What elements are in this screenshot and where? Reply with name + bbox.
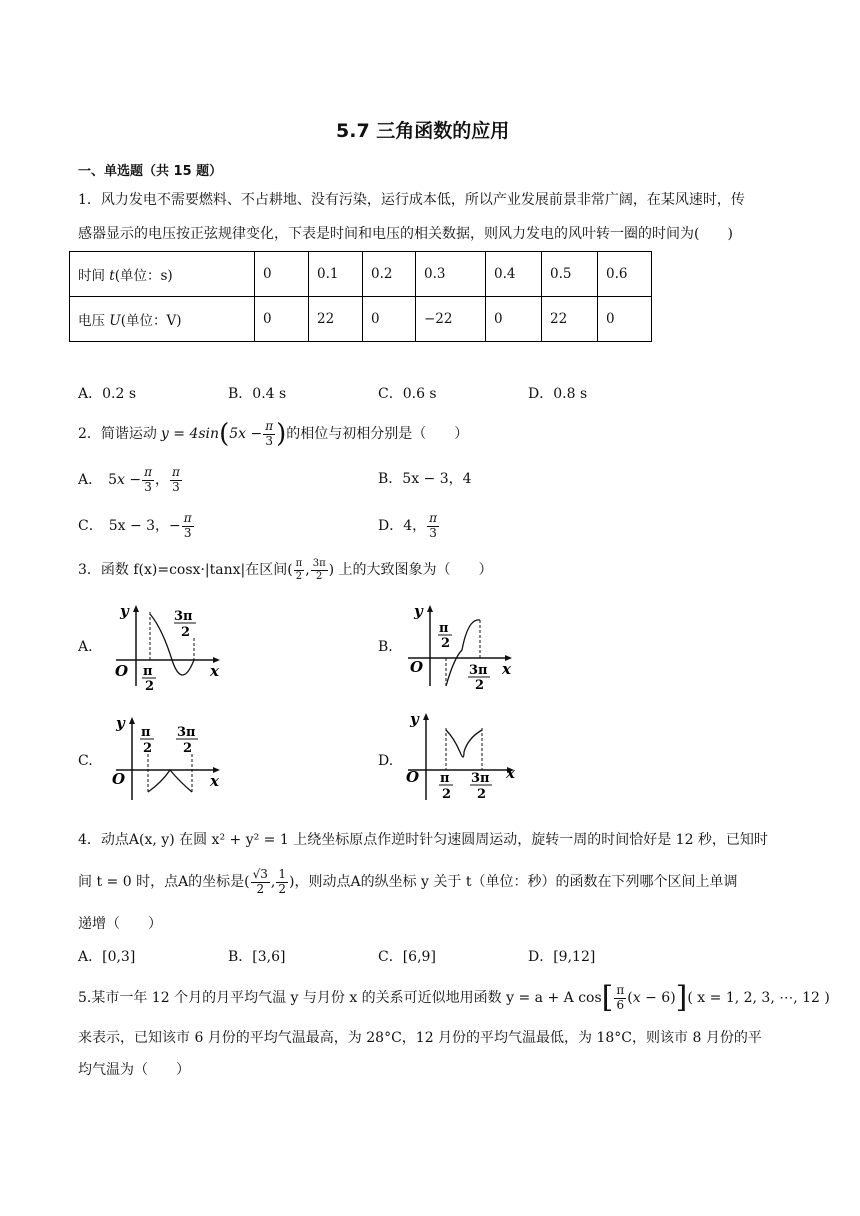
three-pi-half-denominator: 2 xyxy=(183,741,193,756)
q2-formula: y = 4sin xyxy=(160,426,220,442)
q3-graph-c[interactable] xyxy=(110,712,230,804)
origin-label: O xyxy=(406,768,420,786)
three-pi-half-numerator: 3π xyxy=(177,725,196,740)
origin-label: O xyxy=(115,662,129,680)
q3-option-b[interactable]: B. xyxy=(378,639,393,655)
q4-option-b[interactable]: B．[3,6] xyxy=(228,949,286,965)
q1-option-c[interactable]: C．0.6 s xyxy=(378,386,437,402)
table-cell: 22 xyxy=(542,297,598,342)
q4-stem-line2: 间 t = 0 时，点A的坐标是( $\frac{√3}{2}$ , $\frac{1}{2}$ )，则动点A的纵坐标 y 关于 t（单位：秒）的函数在下列哪个区间上单调 xyxy=(78,866,738,896)
table-cell: 0 xyxy=(255,252,309,297)
q2-option-d[interactable]: D．4， $\frac{\pi}{3}$ xyxy=(378,510,438,540)
y-axis-label: y xyxy=(410,710,419,728)
q4-stem-line3: 递增（ ） xyxy=(78,916,162,932)
table-cell: 22 xyxy=(309,297,363,342)
q1-data-table xyxy=(69,251,652,342)
q1-stem-line2: 感器显示的电压按正弦规律变化，下表是时间和电压的相关数据，则风力发电的风叶转一圈的时间为( ) xyxy=(78,226,733,242)
pi-half-denominator: 2 xyxy=(143,741,153,756)
table-cell: 0 xyxy=(255,297,309,342)
x-axis-label: x xyxy=(506,764,515,782)
table-cell: 0 xyxy=(486,297,542,342)
table-cell: 0.4 xyxy=(486,252,542,297)
x-axis-label: x xyxy=(502,660,511,678)
y-axis-label: y xyxy=(120,602,129,620)
pi-half-denominator: 2 xyxy=(442,787,452,802)
table-cell: 0.2 xyxy=(363,252,416,297)
page-title: 5.7 三角函数的应用 xyxy=(336,120,510,142)
q2-option-c[interactable]: C． 5x − 3，− $\frac{\pi}{3}$ xyxy=(78,510,192,540)
q1-option-a[interactable]: A．0.2 s xyxy=(78,386,137,402)
table-cell: 0 xyxy=(598,297,652,342)
q2-option-a[interactable]: A． 5x − $\frac{\pi}{3}$ ， $\frac{\pi}{3}$ xyxy=(78,464,180,494)
three-pi-half-numerator: 3π xyxy=(174,609,193,624)
q3-stem: 3．函数 f(x)=cosx·|tanx|在区间( $\frac{\pi}{2}$ , $\frac{3\pi}{2}$ ) 上的大致图象为（ ） xyxy=(78,558,493,582)
three-pi-half-denominator: 2 xyxy=(477,787,487,802)
section-header: 一、单选题（共 15 题） xyxy=(78,164,223,179)
q4-option-d[interactable]: D．[9,12] xyxy=(528,949,596,965)
three-pi-half-numerator: 3π xyxy=(471,771,490,786)
table-row-header: 时间 t(单位：s) xyxy=(70,252,255,297)
q1-stem-line1: 1．风力发电不需要燃料、不占耕地、没有污染，运行成本低，所以产业发展前景非常广阔，在某风速时，传 xyxy=(78,192,745,208)
table-row xyxy=(70,252,652,297)
table-row xyxy=(70,297,652,342)
table-cell: 0.5 xyxy=(542,252,598,297)
q1-option-b[interactable]: B．0.4 s xyxy=(228,386,287,402)
q2-option-b[interactable]: B．5x − 3，4 xyxy=(378,471,472,487)
pi-half-numerator: π xyxy=(440,771,450,786)
x-axis-label: x xyxy=(210,662,219,680)
origin-label: O xyxy=(410,658,424,676)
table-cell: 0.1 xyxy=(309,252,363,297)
q2-stem: 2．简谐运动 y = 4sin ( 5x − $\frac{\pi}{3}$ ) 的相位与初相分别是（ ） xyxy=(78,418,469,449)
table-cell: 0 xyxy=(363,297,416,342)
q4-option-c[interactable]: C．[6,9] xyxy=(378,949,436,965)
x-axis-label: x xyxy=(210,772,219,790)
pi-half-denominator: 2 xyxy=(441,636,451,651)
three-pi-half-numerator: 3π xyxy=(469,663,488,678)
y-axis-label: y xyxy=(414,602,423,620)
pi-half-numerator: π xyxy=(143,664,153,679)
table-cell: −22 xyxy=(416,297,486,342)
q4-option-a[interactable]: A．[0,3] xyxy=(78,949,136,965)
table-cell: 0.6 xyxy=(598,252,652,297)
q3-graph-d[interactable] xyxy=(402,712,524,806)
q3-option-a[interactable]: A. xyxy=(78,639,93,655)
table-row-header: 电压 U(单位：V) xyxy=(70,297,255,342)
q5-stem-line2: 来表示，已知该市 6 月份的平均气温最高，为 28°C，12 月份的平均气温最低，为 18°C，则该市 8 月份的平 xyxy=(78,1030,762,1046)
pi-half-numerator: π xyxy=(141,725,151,740)
q3-option-c[interactable]: C. xyxy=(78,753,93,769)
q5-stem-line3: 均气温为（ ） xyxy=(78,1062,190,1078)
q3-graph-a[interactable] xyxy=(110,600,230,694)
three-pi-half-denominator: 2 xyxy=(181,625,191,640)
table-cell: 0.3 xyxy=(416,252,486,297)
pi-half-numerator: π xyxy=(439,621,449,636)
q3-option-d[interactable]: D. xyxy=(378,753,394,769)
three-pi-half-denominator: 2 xyxy=(475,678,485,693)
q1-option-d[interactable]: D．0.8 s xyxy=(528,386,588,402)
origin-label: O xyxy=(112,770,126,788)
q3-graph-b[interactable] xyxy=(402,600,524,692)
y-axis-label: y xyxy=(116,714,125,732)
pi-half-denominator: 2 xyxy=(145,679,155,694)
q5-stem-line1: 5.某市一年 12 个月的月平均气温 y 与月份 x 的关系可近似地用函数 y = a + A cos [ $\frac{\pi}{6}$ (x − 6) ] ( x = 1, 2, 3, ⋯, 12 ) xyxy=(78,980,830,1015)
q4-stem-line1: 4．动点A(x, y) 在圆 x² + y² = 1 上绕坐标原点作逆时针匀速圆周运动，旋转一周的时间恰好是 12 秒，已知时 xyxy=(78,832,768,848)
